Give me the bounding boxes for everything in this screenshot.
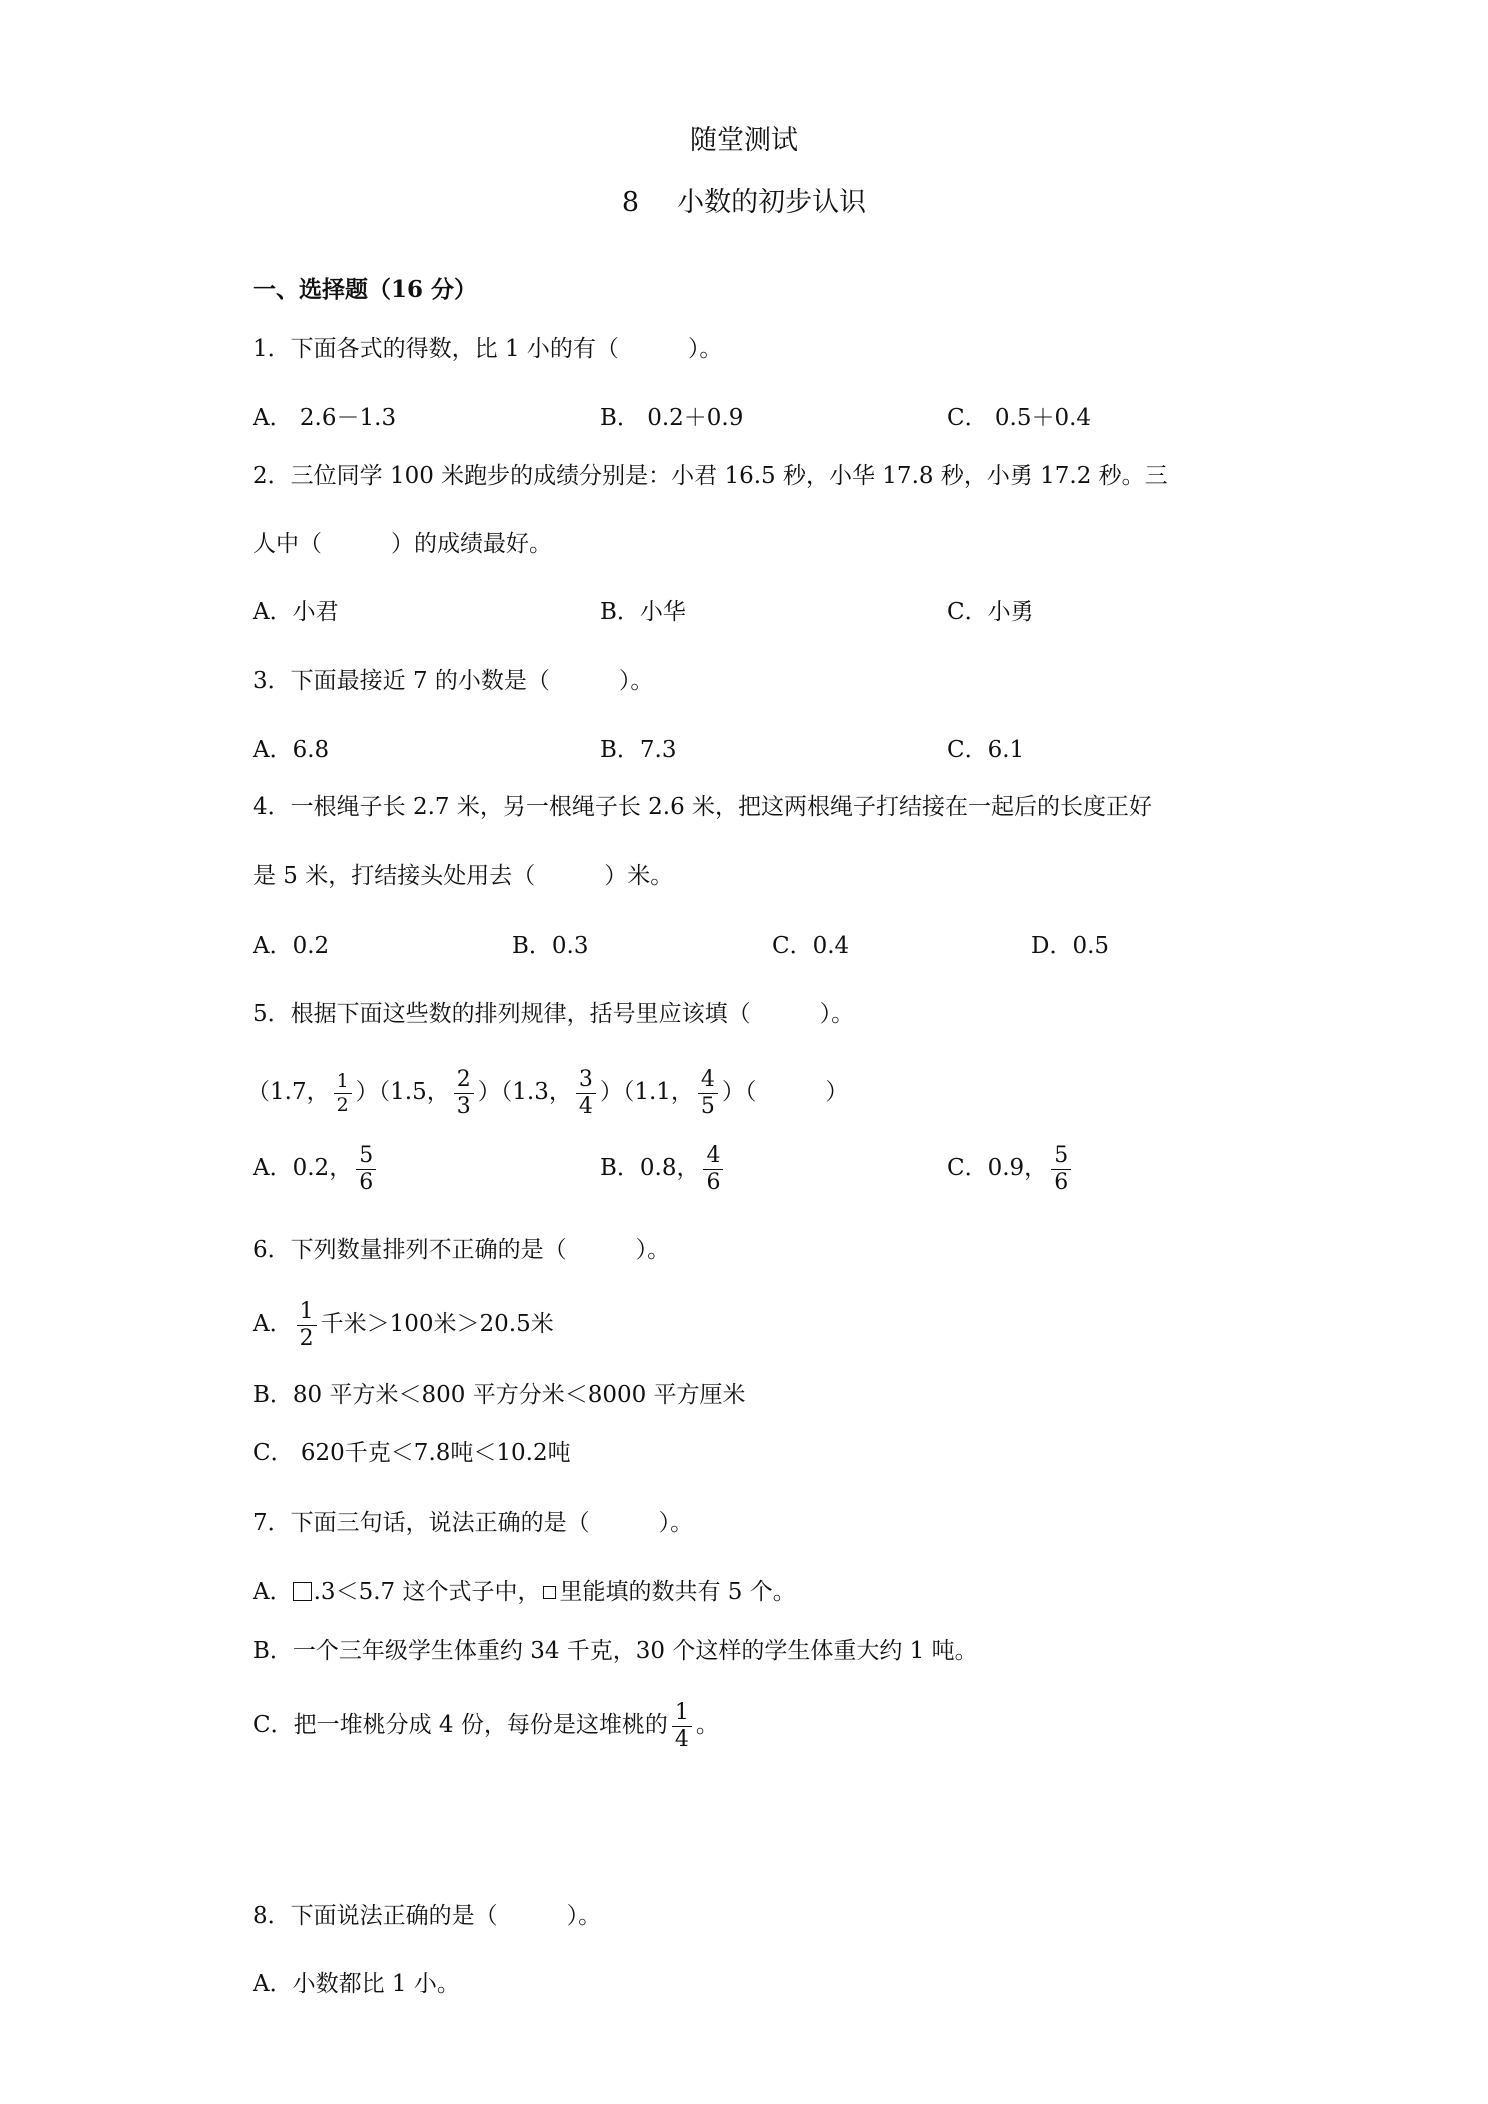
unit-title: 小数的初步认识 xyxy=(677,187,867,218)
number-sequence xyxy=(247,1062,848,1122)
question-1-option-c: C． 0.5＋0.4 xyxy=(947,405,1092,431)
question-8-option-a: A．小数都比 1 小。 xyxy=(253,1971,460,1997)
sequence-item: （1.3， $\frac{3}{4}$ ） xyxy=(500,1066,623,1119)
question-6-option-a: A． $\frac{1}{2}$ 千米＞100米＞20.5米 xyxy=(253,1298,554,1351)
question-6-option-b: B．80 平方米＜800 平方分米＜8000 平方厘米 xyxy=(253,1382,746,1408)
page-title: 随堂测试 xyxy=(690,125,798,156)
sequence-blank: （ ） xyxy=(744,1079,849,1105)
page-subtitle xyxy=(0,186,1488,220)
question-4-stem-line2: 是 5 米，打结接头处用去（ ）米。 xyxy=(253,863,674,889)
question-6-option-c: C． 620千克＜7.8吨＜10.2吨 xyxy=(253,1440,571,1466)
blank-box xyxy=(293,1582,312,1601)
question-5-option-c: C．0.9， $\frac{5}{6}$ xyxy=(947,1138,1075,1198)
question-7-stem: 7．下面三句话，说法正确的是（ ）。 xyxy=(253,1510,694,1536)
question-2-stem-line2: 人中（ ）的成绩最好。 xyxy=(253,531,552,557)
question-5-stem: 5．根据下面这些数的排列规律，括号里应该填（ ）。 xyxy=(253,1001,855,1027)
section-heading: 一、选择题（16 分） xyxy=(253,276,478,303)
question-3-option-a: A．6.8 xyxy=(253,737,330,763)
question-5-option-b: B．0.8， $\frac{4}{6}$ xyxy=(600,1138,727,1198)
question-8-stem: 8．下面说法正确的是（ ）。 xyxy=(253,1903,602,1929)
fraction: $\frac{4}{5}$ xyxy=(698,1069,718,1118)
sequence-item: （1.5， $\frac{2}{3}$ ） xyxy=(378,1066,501,1119)
question-2-option-a: A．小君 xyxy=(253,599,339,625)
fraction: $\frac{1}{2}$ xyxy=(334,1072,352,1115)
question-2-option-b: B．小华 xyxy=(600,599,686,625)
fraction: $\frac{3}{4}$ xyxy=(576,1069,596,1118)
question-2-stem-line1: 2．三位同学 100 米跑步的成绩分别是：小君 16.5 秒，小华 17.8 秒，小勇 17.2 秒。三 xyxy=(253,463,1168,489)
question-1-stem: 1．下面各式的得数，比 1 小的有（ ）。 xyxy=(253,336,723,362)
question-7-option-b: B．一个三年级学生体重约 34 千克，30 个这样的学生体重大约 1 吨。 xyxy=(253,1638,978,1664)
question-3-option-b: B．7.3 xyxy=(600,737,677,763)
question-1-option-b: B． 0.2＋0.9 xyxy=(600,405,744,431)
question-3-option-c: C．6.1 xyxy=(947,737,1025,763)
question-4-option-b: B．0.3 xyxy=(512,933,589,959)
question-4-stem-line1: 4．一根绳子长 2.7 米，另一根绳子长 2.6 米，把这两根绳子打结接在一起后的长度正好 xyxy=(253,794,1153,820)
question-3-stem: 3．下面最接近 7 的小数是（ ）。 xyxy=(253,668,654,694)
question-7-option-c: C．把一堆桃分成 4 份，每份是这堆桃的 $\frac{1}{4}$ 。 xyxy=(253,1699,719,1752)
sequence-item: （1.1， $\frac{4}{5}$ ） xyxy=(622,1066,745,1119)
question-2-option-c: C．小勇 xyxy=(947,599,1034,625)
question-4-option-d: D．0.5 xyxy=(1031,933,1110,959)
sequence-item: （1.7， $\frac{1}{2}$ ） xyxy=(247,1069,379,1116)
question-7-option-a: A． .3＜5.7 这个式子中， 里能填的数共有 5 个。 xyxy=(253,1579,796,1605)
unit-number: 8 xyxy=(621,187,640,218)
question-5-option-a: A．0.2， $\frac{5}{6}$ xyxy=(253,1138,380,1198)
question-4-option-a: A．0.2 xyxy=(253,933,330,959)
question-1-option-a: A． 2.6－1.3 xyxy=(253,405,397,431)
blank-box-small xyxy=(543,1586,556,1599)
question-6-stem: 6．下列数量排列不正确的是（ ）。 xyxy=(253,1237,671,1263)
question-4-option-c: C．0.4 xyxy=(772,933,850,959)
fraction: $\frac{2}{3}$ xyxy=(454,1069,474,1118)
